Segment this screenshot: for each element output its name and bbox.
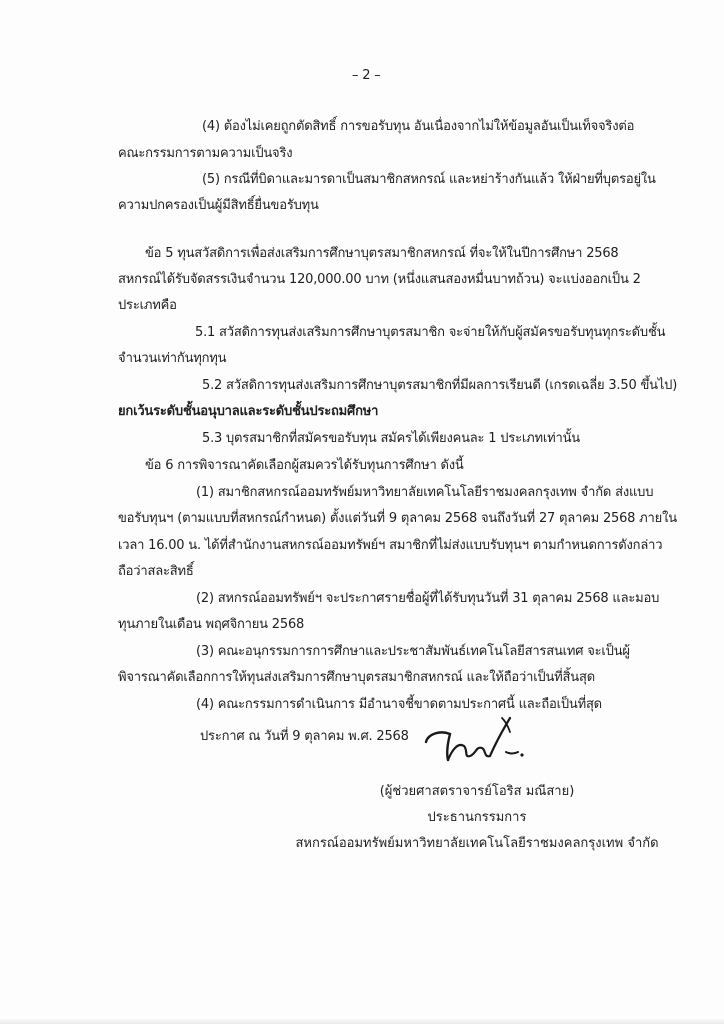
announcement-date: ประกาศ ณ วันที่ 9 ตุลาคม พ.ศ. 2568 (200, 729, 409, 744)
scan-bottom-edge (0, 1018, 724, 1024)
article-5-1-line-2: จำนวนเท่ากันทุกทุน (118, 351, 227, 366)
article-5-line-1: ข้อ 5 ทุนสวัสดิการเพื่อส่งเสริมการศึกษาบุตรสมาชิกสหกรณ์ ที่จะให้ในปีการศึกษา 2568 (145, 246, 619, 261)
article-6-4-line-1: (4) คณะกรรมการดำเนินการ มีอำนาจชี้ขาดตามประกาศนี้ และถือเป็นที่สุด (196, 697, 602, 712)
clause-5-line-1: (5) กรณีที่บิดาและมารดาเป็นสมาชิกสหกรณ์ และหย่าร้างกันแล้ว ให้ฝ่ายที่บุตรอยู่ใน (202, 172, 656, 187)
article-5-line-3: ประเภทคือ (118, 298, 177, 313)
article-6-line-1: ข้อ 6 การพิจารณาคัดเลือกผู้สมควรได้รับทุนการศึกษา ดังนี้ (145, 458, 464, 473)
clause-5-line-2: ความปกครองเป็นผู้มีสิทธิ์ยื่นขอรับทุน (118, 198, 319, 213)
signatory-name: (ผู้ช่วยศาสตราจารย์โอริส มณีสาย) (379, 784, 575, 799)
page-number: – 2 – (352, 68, 381, 83)
article-5-line-2: สหกรณ์ได้รับจัดสรรเงินจำนวน 120,000.00 บาท (หนึ่งแสนสองหมื่นบาทถ้วน) จะแบ่งออกเป็น 2 (118, 272, 641, 287)
signatory-position: ประธานกรรมการ (427, 810, 527, 825)
article-6-1-line-4: ถือว่าสละสิทธิ์ (118, 564, 194, 579)
article-6-2-line-1: (2) สหกรณ์ออมทรัพย์ฯ จะประกาศรายชื่อผู้ที่ได้รับทุนวันที่ 31 ตุลาคม 2568 และมอบ (196, 591, 660, 606)
article-5-2-line-2: ยกเว้นระดับชั้นอนุบาลและระดับชั้นประถมศึกษา (118, 404, 379, 419)
clause-4-line-2: คณะกรรมการตามความเป็นจริง (118, 146, 293, 161)
clause-4-line-1: (4) ต้องไม่เคยถูกตัดสิทธิ์ การขอรับทุน อันเนื่องจากไม่ให้ข้อมูลอันเป็นเท็จจริงต่อ (202, 119, 635, 134)
article-6-1-line-1: (1) สมาชิกสหกรณ์ออมทรัพย์มหาวิทยาลัยเทคโนโลยีราชมงคลกรุงเทพ จำกัด ส่งแบบ (196, 485, 654, 500)
signatory-organization: สหกรณ์ออมทรัพย์มหาวิทยาลัยเทคโนโลยีราชมงคลกรุงเทพ จำกัด (295, 836, 659, 851)
article-6-2-line-2: ทุนภายในเดือน พฤศจิกายน 2568 (118, 617, 305, 632)
article-6-1-line-2: ขอรับทุนฯ (ตามแบบที่สหกรณ์กำหนด) ตั้งแต่วันที่ 9 ตุลาคม 2568 จนถึงวันที่ 27 ตุลาคม 2568 ภายใน (118, 511, 677, 526)
article-6-3-line-1: (3) คณะอนุกรรมการการศึกษาและประชาสัมพันธ์เทคโนโลยีสารสนเทศ จะเป็นผู้ (196, 644, 630, 659)
article-6-3-line-2: พิจารณาคัดเลือกการให้ทุนส่งเสริมการศึกษาบุตรสมาชิกสหกรณ์ และให้ถือว่าเป็นที่สิ้นสุด (118, 670, 595, 685)
article-6-1-line-3: เวลา 16.00 น. ได้ที่สำนักงานสหกรณ์ออมทรัพย์ฯ สมาชิกที่ไม่ส่งแบบรับทุนฯ ตามกำหนดการดังกล่าว (118, 538, 663, 553)
handwritten-signature (418, 712, 528, 768)
article-5-3-line-1: 5.3 บุตรสมาชิกที่สมัครขอรับทุน สมัครได้เพียงคนละ 1 ประเภทเท่านั้น (202, 431, 580, 446)
article-5-2-line-1: 5.2 สวัสดิการทุนส่งเสริมการศึกษาบุตรสมาชิกที่มีผลการเรียนดี (เกรดเฉลี่ย 3.50 ขึ้นไป) (202, 378, 678, 393)
article-5-1-line-1: 5.1 สวัสดิการทุนส่งเสริมการศึกษาบุตรสมาชิก จะจ่ายให้กับผู้สมัครขอรับทุนทุกระดับชั้น (195, 325, 666, 340)
